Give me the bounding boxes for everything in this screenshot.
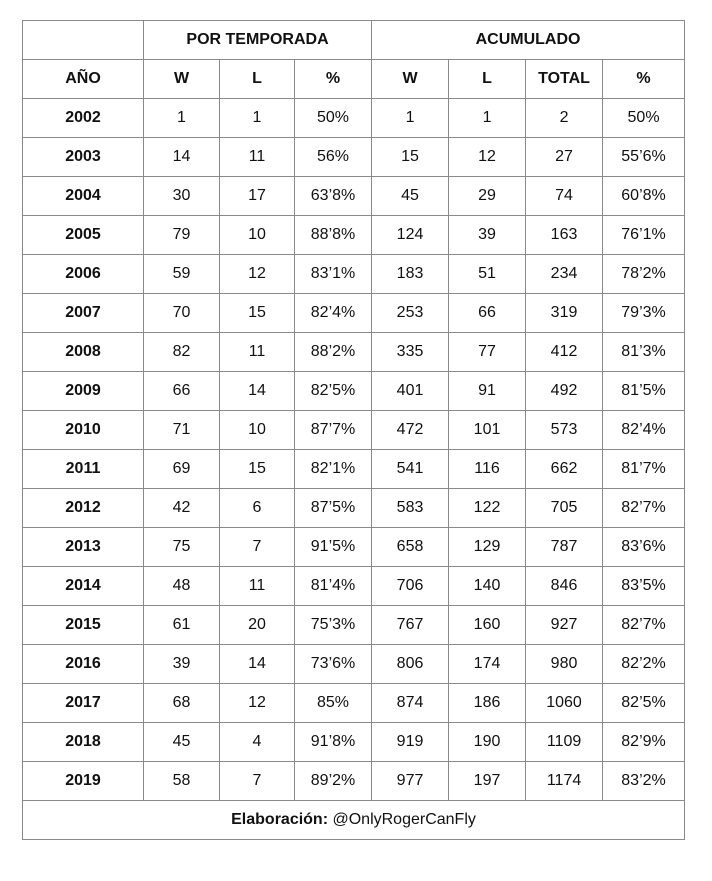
- cumulative-losses-cell: 129: [449, 528, 526, 567]
- table-row: [23, 723, 685, 762]
- table-row: [23, 294, 685, 333]
- season-percent-cell: 82’4%: [295, 294, 372, 333]
- table-row: [23, 216, 685, 255]
- column-header-cumulative-total: TOTAL: [526, 60, 603, 99]
- season-percent-cell: 87’7%: [295, 411, 372, 450]
- year-cell: 2010: [23, 411, 144, 450]
- table-row: [23, 450, 685, 489]
- cumulative-percent-cell: 60’8%: [603, 177, 685, 216]
- cumulative-losses-cell: 174: [449, 645, 526, 684]
- cumulative-total-cell: 163: [526, 216, 603, 255]
- cumulative-total-cell: 1174: [526, 762, 603, 801]
- table-body: [23, 99, 685, 801]
- cumulative-wins-cell: 977: [372, 762, 449, 801]
- cumulative-losses-cell: 12: [449, 138, 526, 177]
- season-wins-cell: 68: [144, 684, 220, 723]
- season-percent-cell: 75’3%: [295, 606, 372, 645]
- cumulative-losses-cell: 39: [449, 216, 526, 255]
- season-percent-cell: 88’2%: [295, 333, 372, 372]
- season-losses-cell: 7: [220, 762, 295, 801]
- year-cell: 2007: [23, 294, 144, 333]
- cumulative-total-cell: 234: [526, 255, 603, 294]
- season-percent-cell: 82’1%: [295, 450, 372, 489]
- cumulative-losses-cell: 160: [449, 606, 526, 645]
- cumulative-wins-cell: 919: [372, 723, 449, 762]
- cumulative-total-cell: 573: [526, 411, 603, 450]
- table-row: [23, 177, 685, 216]
- season-losses-cell: 4: [220, 723, 295, 762]
- cumulative-percent-cell: 83’6%: [603, 528, 685, 567]
- season-losses-cell: 17: [220, 177, 295, 216]
- cumulative-losses-cell: 190: [449, 723, 526, 762]
- column-header-season-percent: %: [295, 60, 372, 99]
- cumulative-losses-cell: 91: [449, 372, 526, 411]
- group-header-cumulative: ACUMULADO: [372, 21, 685, 60]
- cumulative-percent-cell: 82’9%: [603, 723, 685, 762]
- season-wins-cell: 71: [144, 411, 220, 450]
- cumulative-total-cell: 787: [526, 528, 603, 567]
- season-losses-cell: 6: [220, 489, 295, 528]
- column-header-cumulative-wins: W: [372, 60, 449, 99]
- season-percent-cell: 87’5%: [295, 489, 372, 528]
- year-cell: 2008: [23, 333, 144, 372]
- cumulative-losses-cell: 197: [449, 762, 526, 801]
- season-wins-cell: 82: [144, 333, 220, 372]
- cumulative-wins-cell: 124: [372, 216, 449, 255]
- cumulative-total-cell: 1109: [526, 723, 603, 762]
- season-wins-cell: 69: [144, 450, 220, 489]
- season-percent-cell: 85%: [295, 684, 372, 723]
- year-cell: 2018: [23, 723, 144, 762]
- cumulative-percent-cell: 55’6%: [603, 138, 685, 177]
- cumulative-losses-cell: 77: [449, 333, 526, 372]
- cumulative-wins-cell: 45: [372, 177, 449, 216]
- table-row: [23, 333, 685, 372]
- season-losses-cell: 15: [220, 450, 295, 489]
- cumulative-total-cell: 927: [526, 606, 603, 645]
- season-wins-cell: 70: [144, 294, 220, 333]
- season-wins-cell: 75: [144, 528, 220, 567]
- cumulative-wins-cell: 658: [372, 528, 449, 567]
- credit-cell: [23, 801, 685, 840]
- cumulative-percent-cell: 76’1%: [603, 216, 685, 255]
- year-cell: 2003: [23, 138, 144, 177]
- credit-label: Elaboración:: [231, 811, 329, 828]
- column-header-row: [23, 60, 685, 99]
- cumulative-total-cell: 1060: [526, 684, 603, 723]
- cumulative-total-cell: 412: [526, 333, 603, 372]
- year-cell: 2013: [23, 528, 144, 567]
- table-row: [23, 762, 685, 801]
- cumulative-percent-cell: 83’2%: [603, 762, 685, 801]
- season-losses-cell: 1: [220, 99, 295, 138]
- season-wins-cell: 58: [144, 762, 220, 801]
- cumulative-total-cell: 846: [526, 567, 603, 606]
- cumulative-wins-cell: 401: [372, 372, 449, 411]
- year-cell: 2019: [23, 762, 144, 801]
- year-cell: 2009: [23, 372, 144, 411]
- season-percent-cell: 81’4%: [295, 567, 372, 606]
- cumulative-percent-cell: 78’2%: [603, 255, 685, 294]
- cumulative-total-cell: 27: [526, 138, 603, 177]
- year-cell: 2006: [23, 255, 144, 294]
- table-foot: [23, 801, 685, 840]
- season-losses-cell: 10: [220, 216, 295, 255]
- cumulative-wins-cell: 1: [372, 99, 449, 138]
- cumulative-total-cell: 492: [526, 372, 603, 411]
- column-header-year: AÑO: [23, 60, 144, 99]
- cumulative-percent-cell: 83’5%: [603, 567, 685, 606]
- group-header-row: [23, 21, 685, 60]
- cumulative-losses-cell: 51: [449, 255, 526, 294]
- season-losses-cell: 11: [220, 333, 295, 372]
- table-head: [23, 21, 685, 99]
- column-header-cumulative-percent: %: [603, 60, 685, 99]
- cumulative-percent-cell: 81’3%: [603, 333, 685, 372]
- empty-corner-cell: [23, 21, 144, 60]
- cumulative-percent-cell: 82’7%: [603, 489, 685, 528]
- season-losses-cell: 11: [220, 567, 295, 606]
- season-percent-cell: 88’8%: [295, 216, 372, 255]
- season-wins-cell: 79: [144, 216, 220, 255]
- year-cell: 2005: [23, 216, 144, 255]
- season-wins-cell: 14: [144, 138, 220, 177]
- cumulative-wins-cell: 253: [372, 294, 449, 333]
- season-losses-cell: 14: [220, 372, 295, 411]
- group-header-season: POR TEMPORADA: [144, 21, 372, 60]
- cumulative-total-cell: 74: [526, 177, 603, 216]
- season-losses-cell: 14: [220, 645, 295, 684]
- footer-row: [23, 801, 685, 840]
- table-row: [23, 489, 685, 528]
- table-row: [23, 99, 685, 138]
- table-row: [23, 255, 685, 294]
- cumulative-percent-cell: 79’3%: [603, 294, 685, 333]
- table-row: [23, 606, 685, 645]
- year-cell: 2004: [23, 177, 144, 216]
- table-row: [23, 645, 685, 684]
- year-cell: 2012: [23, 489, 144, 528]
- cumulative-percent-cell: 82’5%: [603, 684, 685, 723]
- season-losses-cell: 7: [220, 528, 295, 567]
- season-wins-cell: 1: [144, 99, 220, 138]
- season-wins-cell: 61: [144, 606, 220, 645]
- cumulative-wins-cell: 583: [372, 489, 449, 528]
- year-cell: 2011: [23, 450, 144, 489]
- year-cell: 2017: [23, 684, 144, 723]
- cumulative-total-cell: 2: [526, 99, 603, 138]
- season-losses-cell: 12: [220, 684, 295, 723]
- cumulative-losses-cell: 29: [449, 177, 526, 216]
- season-percent-cell: 82’5%: [295, 372, 372, 411]
- cumulative-percent-cell: 82’4%: [603, 411, 685, 450]
- season-percent-cell: 50%: [295, 99, 372, 138]
- table-row: [23, 411, 685, 450]
- season-losses-cell: 11: [220, 138, 295, 177]
- cumulative-losses-cell: 116: [449, 450, 526, 489]
- year-cell: 2016: [23, 645, 144, 684]
- cumulative-percent-cell: 81’7%: [603, 450, 685, 489]
- season-percent-cell: 63’8%: [295, 177, 372, 216]
- cumulative-wins-cell: 706: [372, 567, 449, 606]
- season-wins-cell: 39: [144, 645, 220, 684]
- table-row: [23, 528, 685, 567]
- cumulative-losses-cell: 1: [449, 99, 526, 138]
- season-wins-cell: 48: [144, 567, 220, 606]
- cumulative-losses-cell: 140: [449, 567, 526, 606]
- season-percent-cell: 89’2%: [295, 762, 372, 801]
- season-wins-cell: 30: [144, 177, 220, 216]
- season-losses-cell: 20: [220, 606, 295, 645]
- season-wins-cell: 42: [144, 489, 220, 528]
- year-cell: 2014: [23, 567, 144, 606]
- table-row: [23, 684, 685, 723]
- column-header-season-wins: W: [144, 60, 220, 99]
- column-header-cumulative-losses: L: [449, 60, 526, 99]
- cumulative-losses-cell: 66: [449, 294, 526, 333]
- table-row: [23, 567, 685, 606]
- cumulative-wins-cell: 541: [372, 450, 449, 489]
- cumulative-percent-cell: 50%: [603, 99, 685, 138]
- column-header-season-losses: L: [220, 60, 295, 99]
- season-losses-cell: 10: [220, 411, 295, 450]
- cumulative-losses-cell: 186: [449, 684, 526, 723]
- cumulative-total-cell: 980: [526, 645, 603, 684]
- cumulative-wins-cell: 15: [372, 138, 449, 177]
- season-percent-cell: 83’1%: [295, 255, 372, 294]
- season-percent-cell: 56%: [295, 138, 372, 177]
- cumulative-total-cell: 319: [526, 294, 603, 333]
- season-percent-cell: 73’6%: [295, 645, 372, 684]
- cumulative-percent-cell: 81’5%: [603, 372, 685, 411]
- cumulative-percent-cell: 82’7%: [603, 606, 685, 645]
- cumulative-wins-cell: 767: [372, 606, 449, 645]
- cumulative-wins-cell: 806: [372, 645, 449, 684]
- cumulative-percent-cell: 82’2%: [603, 645, 685, 684]
- table-row: [23, 372, 685, 411]
- season-wins-cell: 59: [144, 255, 220, 294]
- cumulative-wins-cell: 874: [372, 684, 449, 723]
- season-losses-cell: 15: [220, 294, 295, 333]
- season-wins-cell: 66: [144, 372, 220, 411]
- cumulative-total-cell: 705: [526, 489, 603, 528]
- year-cell: 2015: [23, 606, 144, 645]
- table-row: [23, 138, 685, 177]
- cumulative-wins-cell: 183: [372, 255, 449, 294]
- season-wins-cell: 45: [144, 723, 220, 762]
- cumulative-losses-cell: 122: [449, 489, 526, 528]
- season-percent-cell: 91’8%: [295, 723, 372, 762]
- cumulative-total-cell: 662: [526, 450, 603, 489]
- year-cell: 2002: [23, 99, 144, 138]
- cumulative-wins-cell: 472: [372, 411, 449, 450]
- stats-table: [22, 20, 685, 840]
- credit-handle: @OnlyRogerCanFly: [332, 811, 476, 828]
- season-percent-cell: 91’5%: [295, 528, 372, 567]
- cumulative-wins-cell: 335: [372, 333, 449, 372]
- cumulative-losses-cell: 101: [449, 411, 526, 450]
- season-losses-cell: 12: [220, 255, 295, 294]
